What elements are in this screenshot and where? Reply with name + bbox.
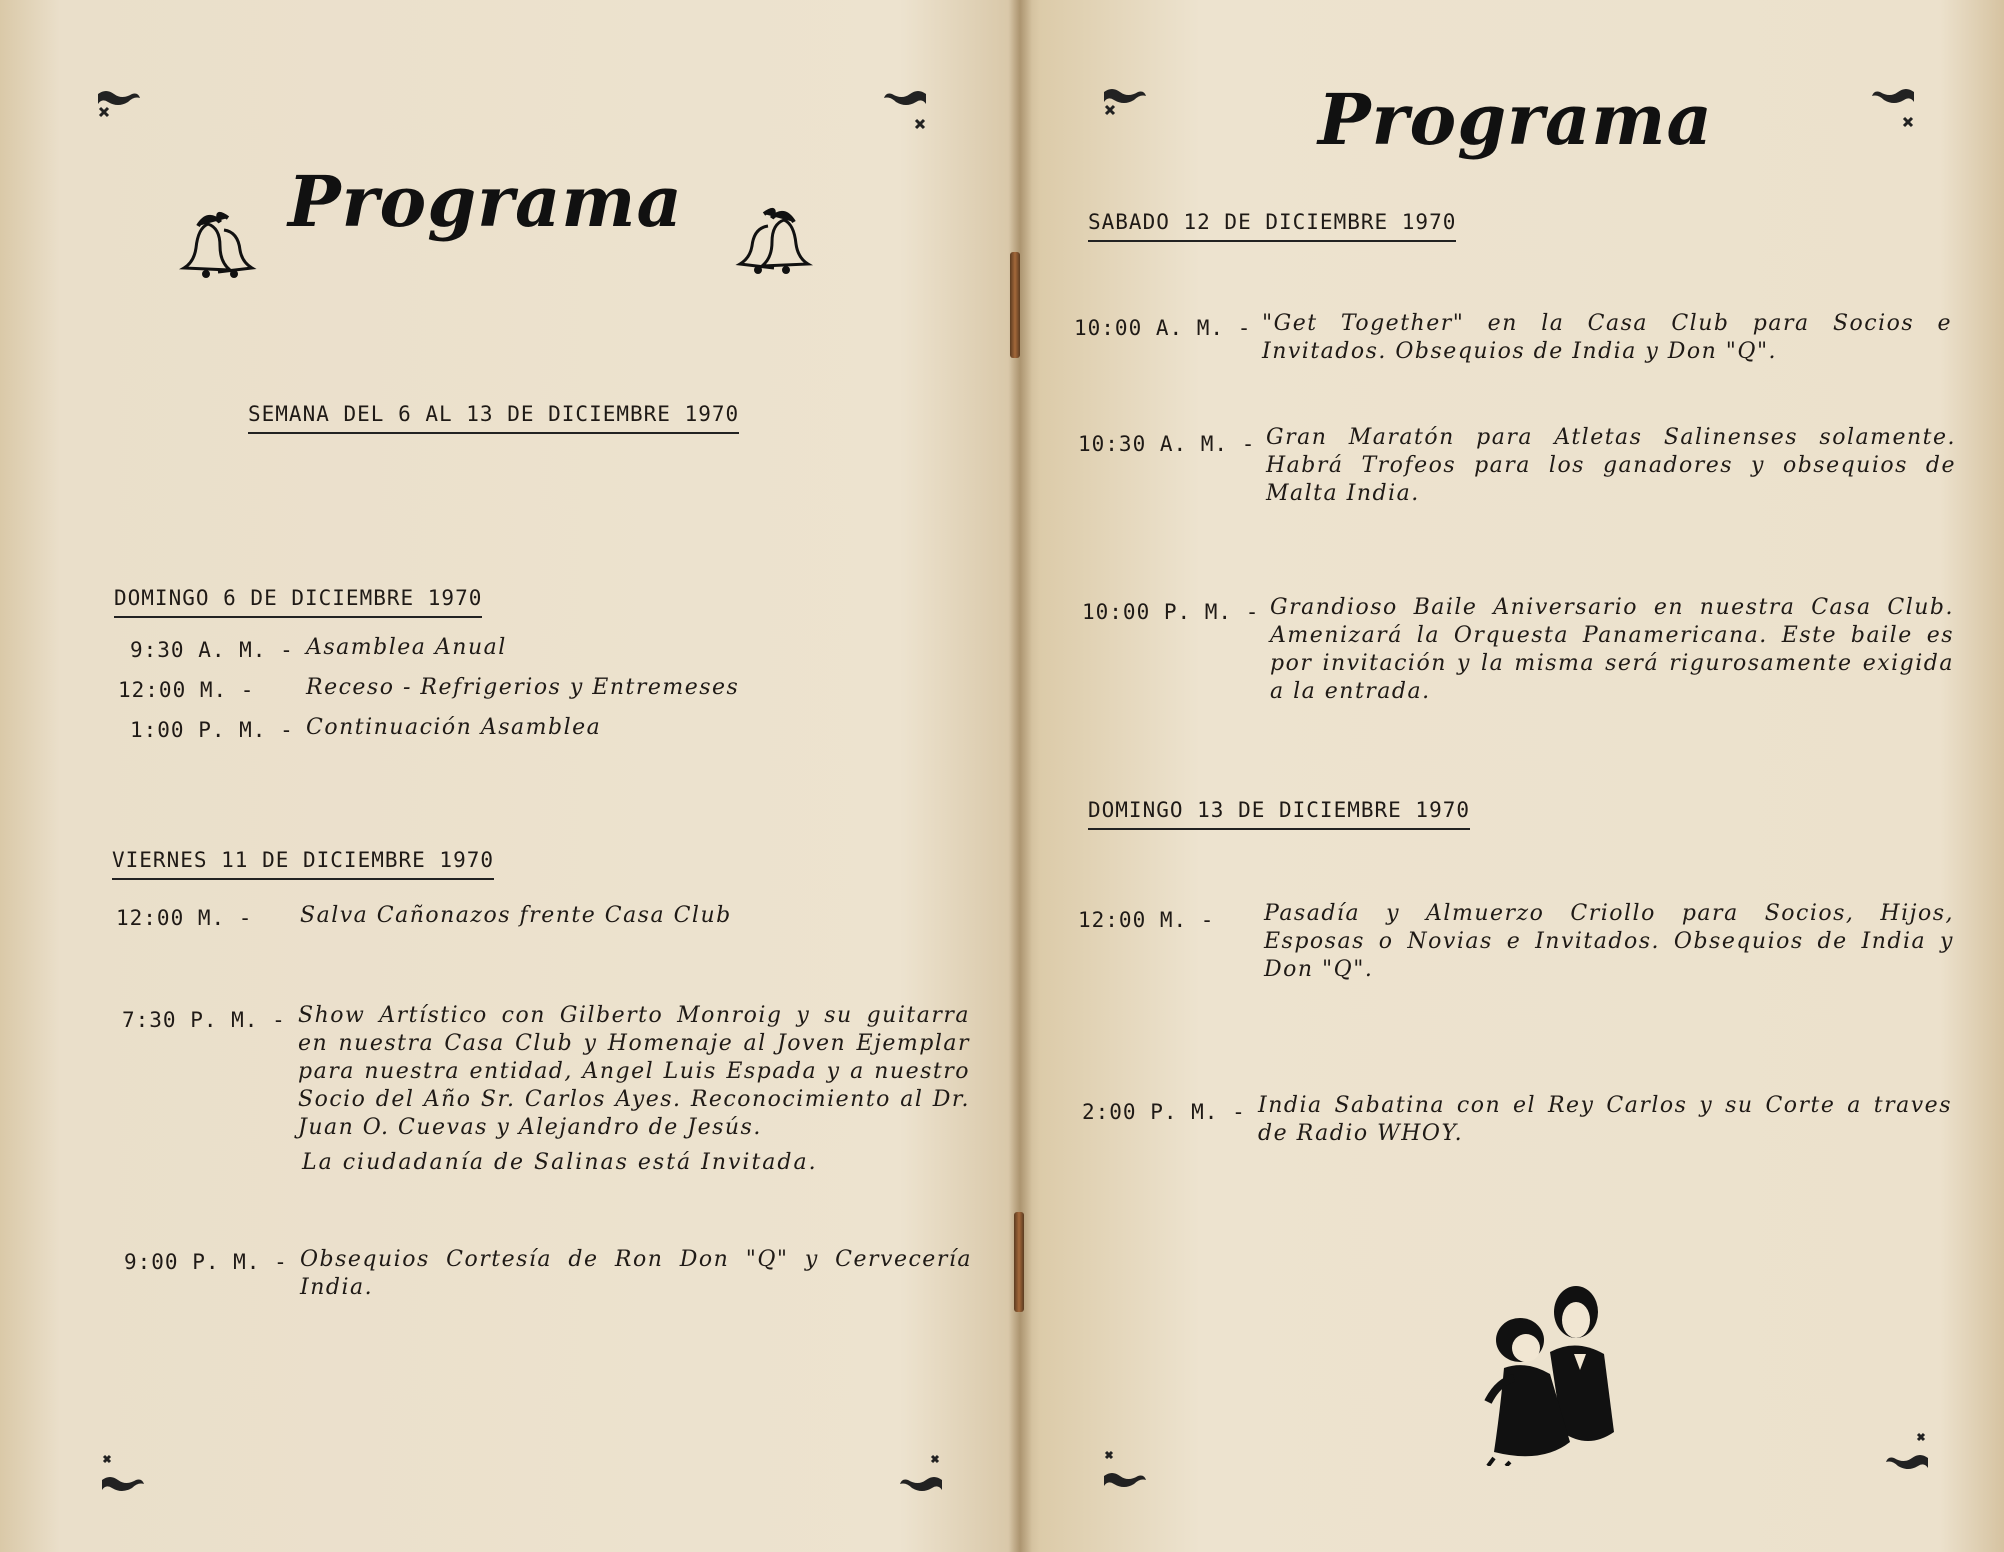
event-description: Continuación Asamblea xyxy=(306,715,602,740)
event-description: Gran Maratón para Atletas Salinenses solamente. Habrá Trofeos para los ganadores y obsequios de Malta India. xyxy=(1266,425,1956,506)
page-fold xyxy=(1008,0,1032,1552)
staple xyxy=(1010,252,1020,358)
event-time: 12:00 M. - xyxy=(116,906,253,930)
corner-ornament-icon xyxy=(1098,1446,1150,1498)
page-title: Programa xyxy=(288,160,683,243)
event-description: Obsequios Cortesía de Ron Don "Q" y Cervecería India. xyxy=(300,1247,972,1300)
event-time: 7:30 P. M. - xyxy=(122,1008,286,1032)
event-time: 12:00 M. - xyxy=(118,678,255,702)
staple xyxy=(1014,1212,1024,1312)
day-heading: DOMINGO 13 DE DICIEMBRE 1970 xyxy=(1088,798,1470,830)
week-heading: SEMANA DEL 6 AL 13 DE DICIEMBRE 1970 xyxy=(248,402,739,434)
event-time: 1:00 P. M. - xyxy=(130,718,294,742)
bell-icon xyxy=(724,200,824,284)
event-description: "Get Together" en la Casa Club para Socios e Invitados. Obsequios de India y Don "Q". xyxy=(1262,311,1952,364)
dancing-couple-icon xyxy=(1458,1282,1638,1466)
corner-ornament-icon xyxy=(92,86,144,138)
corner-ornament-icon xyxy=(1882,1428,1934,1480)
event-description: Pasadía y Almuerzo Criollo para Socios, Hijos, Esposas o Novias e Invitados. Obsequios de India y Don "Q". xyxy=(1264,901,1954,982)
corner-ornament-icon xyxy=(896,1450,948,1502)
event-time: 2:00 P. M. - xyxy=(1082,1100,1246,1124)
day-heading: VIERNES 11 DE DICIEMBRE 1970 xyxy=(112,848,494,880)
event-time: 10:30 A. M. - xyxy=(1078,432,1256,456)
event-time: 12:00 M. - xyxy=(1078,908,1215,932)
day-heading: DOMINGO 6 DE DICIEMBRE 1970 xyxy=(114,586,482,618)
event-description: Grandioso Baile Aniversario en nuestra Casa Club. Amenizará la Orquesta Panamericana. Este baile es por invitación y la misma será rigurosamente exigida a la entrada. xyxy=(1270,595,1954,704)
corner-ornament-icon xyxy=(96,1450,148,1502)
event-description: India Sabatina con el Rey Carlos y su Corte a traves de Radio WHOY. xyxy=(1258,1093,1952,1146)
bell-icon xyxy=(168,204,268,288)
event-description: Asamblea Anual xyxy=(306,635,507,660)
event-time: 10:00 P. M. - xyxy=(1082,600,1260,624)
event-time: 9:30 A. M. - xyxy=(130,638,294,662)
event-time: 9:00 P. M. - xyxy=(124,1250,288,1274)
event-description: Salva Cañonazos frente Casa Club xyxy=(300,903,732,928)
corner-ornament-icon xyxy=(1098,84,1150,136)
page-title: Programa xyxy=(1318,78,1713,161)
day-heading: SABADO 12 DE DICIEMBRE 1970 xyxy=(1088,210,1456,242)
right-page xyxy=(1030,0,2004,1552)
event-time: 10:00 A. M. - xyxy=(1074,316,1252,340)
event-description: Show Artístico con Gilberto Monroig y su guitarra en nuestra Casa Club y Homenaje al Joven Ejemplar para nuestra entidad, Angel Luis Espada y a nuestro Socio del Año Sr. Carlos Ayes. Reconocimiento al Dr. Juan O. Cuevas y Alejandro de Jesús. xyxy=(298,1003,970,1140)
event-description: Receso - Refrigerios y Entremeses xyxy=(306,675,740,700)
event-note: La ciudadanía de Salinas está Invitada. xyxy=(302,1150,818,1175)
corner-ornament-icon xyxy=(1868,84,1920,136)
corner-ornament-icon xyxy=(880,86,932,138)
